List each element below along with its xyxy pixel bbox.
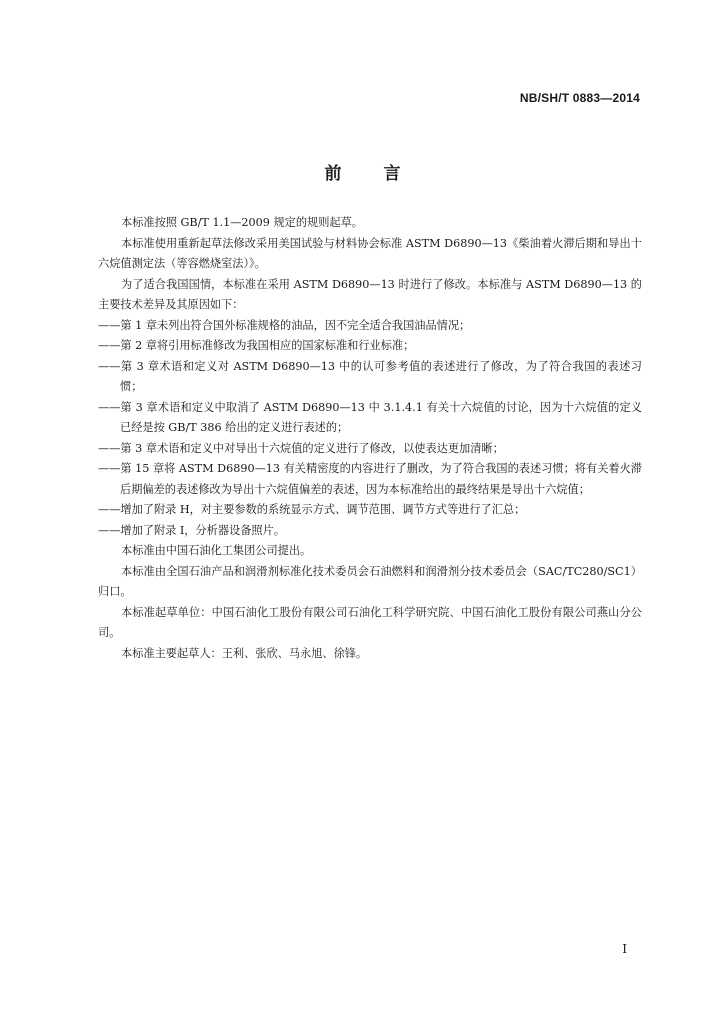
list-item: ——第 2 章将引用标准修改为我国相应的国家标准和行业标准； [98, 339, 415, 352]
paragraph-drafting-units: 本标准起草单位：中国石油化工股份有限公司石油化工科学研究院、中国石油化工股份有限公司燕山分公司。 [98, 605, 642, 639]
paragraph-adoption: 本标准使用重新起草法修改采用美国试验与材料协会标准 ASTM D6890—13《柴油着火滞后期和导出十六烷值测定法（等容燃烧室法）》。 [98, 236, 642, 270]
paragraph-drafting-rules: 本标准按照 GB/T 1.1—2009 规定的规则起草。 [121, 216, 363, 229]
paragraph-drafters: 本标准主要起草人：王利、张欣、马永旭、徐锋。 [121, 646, 368, 660]
list-item: ——第 3 章术语和定义对 ASTM D6890—13 中的认可参考值的表述进行了修改，为了符合我国的表述习惯； [98, 359, 642, 393]
list-item: ——第 3 章术语和定义中取消了 ASTM D6890—13 中 3.1.4.1 有关十六烷值的讨论，因为十六烷值的定义已经是按 GB/T 386 给出的定义进行表述的； [98, 400, 642, 434]
list-item: ——第 3 章术语和定义中对导出十六烷值的定义进行了修改，以使表达更加清晰； [98, 441, 504, 455]
list-item: ——第 1 章未列出符合国外标准规格的油品，因不完全适合我国油品情况； [98, 318, 471, 332]
paragraph-differences-intro: 为了适合我国国情，本标准在采用 ASTM D6890—13 时进行了修改。本标准与 ASTM D6890—13 的主要技术差异及其原因如下： [98, 277, 642, 311]
page-title: 前言 [324, 164, 443, 184]
paragraph-proposer: 本标准由中国石油化工集团公司提出。 [121, 544, 312, 557]
differences-list [98, 316, 642, 542]
standard-code: NB/SH/T 0883—2014 [519, 91, 640, 105]
list-item: ——增加了附录 H，对主要参数的系统显示方式、调节范围、调节方式等进行了汇总； [98, 503, 526, 516]
list-item: ——第 15 章将 ASTM D6890—13 有关精密度的内容进行了删改，为了符合我国的表述习惯；将有关着火滞后期偏差的表述修改为导出十六烷值偏差的表述，因为本标准给出的最终结果是导出十六烷值； [98, 462, 642, 496]
list-item: ——增加了附录 I，分析器设备照片。 [98, 523, 285, 537]
foreword-body [98, 213, 642, 664]
paragraph-committee: 本标准由全国石油产品和润滑剂标准化技术委员会石油燃料和润滑剂分技术委员会（SAC/TC280/SC1）归口。 [98, 564, 642, 598]
page-number: I [622, 942, 627, 956]
